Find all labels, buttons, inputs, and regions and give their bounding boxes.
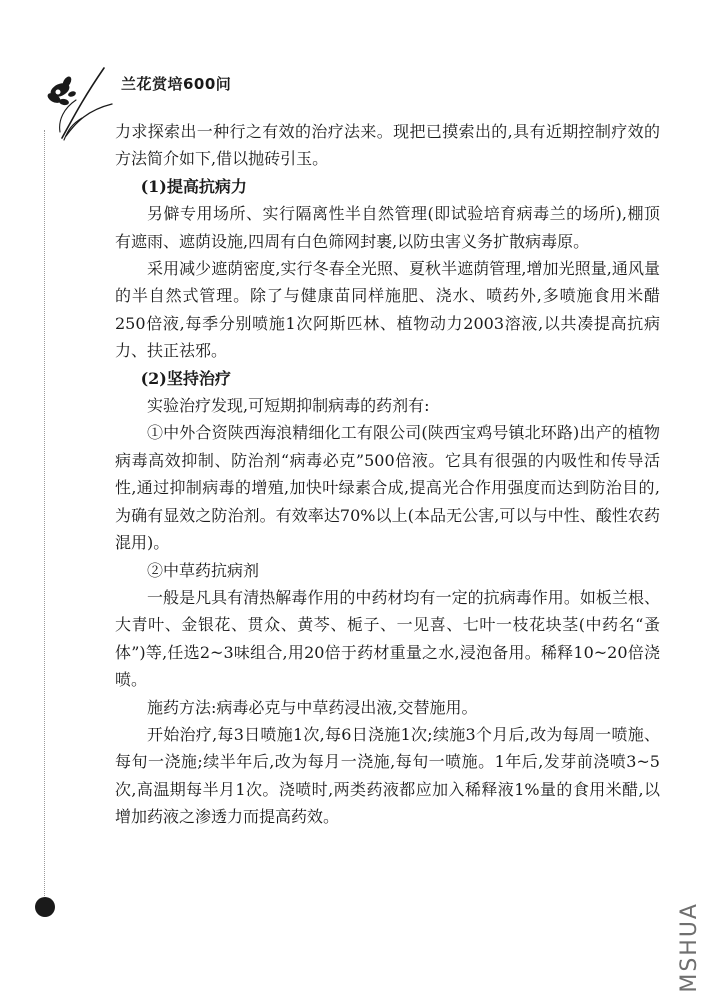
margin-dotted-rule (44, 130, 45, 900)
paragraph: 实验治疗发现,可短期抑制病毒的药剂有: (147, 396, 430, 416)
list-item-heading: ②中草药抗病剂 (147, 560, 260, 580)
section-heading: (1)提高抗病力 (140, 176, 247, 196)
paragraph: 力求探索出一种行之有效的治疗法来。现把已摸索出的,具有近期控制疗效的方法简介如下,借以抛砖引玉。 (115, 122, 660, 169)
watermark: MSHUA (677, 902, 702, 993)
paragraph: 另僻专用场所、实行隔离性半自然管理(即试验培育病毒兰的场所),棚顶有遮雨、遮荫设施,四周有白色筛网封裹,以防虫害义务扩散病毒原。 (115, 204, 660, 251)
paragraph: ①中外合资陕西海浪精细化工有限公司(陕西宝鸡号镇北环路)出产的植物病毒高效抑制、防治剂“病毒必克”500倍液。它具有很强的内吸性和传导活性,通过抑制病毒的增殖,加快叶绿素合成,提高光合作用强度而达到防治目的,为确有显效之防治剂。有效率达70%以上(本品无公害,可以与中性、酸性农药混用)。 (115, 423, 660, 553)
section-heading: (2)坚持治疗 (140, 368, 231, 388)
paragraph: 开始治疗,每3日喷施1次,每6日浇施1次;续施3个月后,改为每周一喷施、每旬一浇施;续半年后,改为每月一浇施,每旬一喷施。1年后,发芽前浇喷3~5次,高温期每半月1次。浇喷时,两类药液都应加入稀释液1%量的食用米醋,以增加药液之渗透力而提高药效。 (115, 724, 660, 827)
paragraph: 采用减少遮荫密度,实行冬春全光照、夏秋半遮荫管理,增加光照量,通风量的半自然式管理。除了与健康苗同样施肥、浇水、喷药外,多喷施食用米醋250倍液,每季分别喷施1次阿斯匹林、植物动力2003溶液,以共凑提高抗病力、扶正祛邪。 (115, 259, 660, 361)
paragraph: 施药方法:病毒必克与中草药浸出液,交替施用。 (147, 697, 478, 717)
body-text (115, 118, 660, 831)
paragraph: 一般是凡具有清热解毒作用的中药材均有一定的抗病毒作用。如板兰根、大青叶、金银花、贯众、黄芩、栀子、一见喜、七叶一枝花块茎(中药名“蚤体”)等,任选2~3味组合,用20倍于药材重量之水,浸泡备用。稀释10~20倍浇喷。 (115, 587, 660, 690)
running-header-title: 兰花赏培600问 (121, 75, 232, 93)
page-marker-dot (35, 897, 55, 917)
orchid-icon (42, 60, 114, 150)
